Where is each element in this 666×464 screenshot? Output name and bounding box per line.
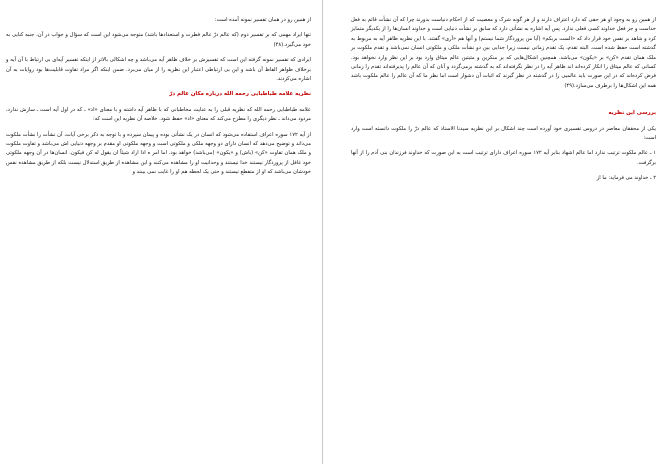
- left-page: [0, 0, 321, 464]
- paragraph: از آیه ۱۷۲ سوره اعراف استفاده می‌شود که انسان در یک نشأتی بوده و پیمان سپرده و با توجه به ذکر برخی آیات، آن نشأت را نشأت ملکوت می‌داند و توضیح می‌دهد که انسان دارای دو وجهه ملکی و ملکوتی است و وجهه ملکوتی او مقدم بر وجهه دنیایی اش می‌باشد و تفاوت ملکوت و ملک همان تفاوت «کن» (باش) و «یکون» (می‌باشد) خواهد بود. اما امر ه اذا اراد شیئاً ان یقول له کن فیکون. انسان‌ها در آن وجهه ملکوتی خود غافل از پروردگار نیستند خدا نیستند و وحدانیت او را مشاهده می‌کنند و این مشاهده از طریق استدلال نیست بلکه از طریق مشاهده نفس خودشان می‌باشد که او از متفطع نیستند و حتی یک لحظه هم او را غایب نمی بینند و: [6, 131, 311, 176]
- paragraph: علامه طباطبایی رحمه الله که نظریه قبلی را به عنایت مخاطبانی که با ظاهر آیه داشته و با معنای «اذ» ـ که در اول آیه است ـ سازش ندارد، مردود می‌داند ـ نظر دیگری را مطرح می‌کند که معنای «اذ» حفظ شود. خلاصه آن نظریه این است که:: [6, 106, 311, 123]
- paragraph: یکی از محققان معاصر در دروس تفسیری خود آورده است چند اشکال بر این نظریه سیدنا الاستاذ که عالم ذرّ را ملکوت دانسته است وارد است:: [351, 125, 656, 142]
- section-heading: بررسی این نظریه: [608, 110, 656, 117]
- page-divider: [322, 0, 323, 464]
- paragraph: ایرادی که تفسیر نمونه گرفته این است که تفسیرش بر خلاف ظاهر آیه می‌باشد و چه اشکالی بالاتر از اینکه تفسیر آیه‌ای بی ارتباط با آن آیه و برخلاف ظواهر الفاظ آن باشد و این بی ارتباطی اعتبار این نظریه را از میان می‌برد. ضمن اینکه اگر مراد تفاوت قابلیت‌ها بود روایات به آن اشاره می‌کردند.: [6, 57, 311, 83]
- paragraph: از همین رو در همان تفسیر نمونه آمده است:: [214, 17, 311, 23]
- paragraph: ۱ ـ عالم ملکوت ترتیب ندارد اما عالم اشهاد بنابر آیه ۱۷۲ سوره اعراف دارای ترتیب است به این صورت که خداوند فرزندان بنی آدم را از آنها برگرفت.: [351, 150, 657, 166]
- right-page: [345, 0, 666, 464]
- paragraph: تنها ایراد مهمی که بر تفسیر دوم (که عالم ذرّ عالم فطرت و استعدادها باشد) متوجه می‌شود این است که سؤال و جواب در آن، جنبه کنایی به خود می‌گیرد.(۴۸): [6, 32, 311, 48]
- paragraph: از همین رو به وجود او هر حقی که دارد اعتراف دارند و از هر گونه شرک و معصیت که از احکام دنیاست بدورند چرا که آن نشأت قائم به فعل خداست و جز فعل خداوند کسی فعلی ندارد. پس آیه اشاره به نشأتی دارد که سابق بر نشأت دنیایی است و خداوند انسان‌ها را از یکدیگر متمایز کرد و شاهد بر نفس خود قرار داد که «الست بربکم» (آیا من پروردگار شما نیستم) و آنها هم «آری» گفتند. با این نظریه ظاهر آیه به مربوط به گذشته است حفظ شده است. البته تقدم، یک تقدم زمانی نیست زیرا جدایی بین دو نشأت ملکی و ملکوتی انسان نمی‌باشد و تقدم ملکوت بر ملک همان تقدم «کن» بر «یکون» می‌باشد. همچنین اشکال‌هایی که بر منکرین و مثبتین عالم میثاق وارد بود بر این نظر وارد نخواهد بود. کسانی که عالم میثاق را انکار کرده‌اند اند ظاهر آیه را در نظر نگرفته‌اند که به گذشته برمی‌گردد و آنان که آن عالم را پذیرفته‌اند تقدم را زمانی فرض کرده‌اند که در این صورت باید عالمیی را در گذشته در نظر گیرند که اثبات آن دشوار است اما نظر ما که آن عالم را عالم ملکوت باشد همه این اشکال‌ها را برطرف می‌سازد.(۴۹): [351, 17, 656, 89]
- section-heading: نظریه علامه طباطبایی رحمه الله درباره مکان عالم ذرّ: [169, 91, 311, 98]
- spacer: [351, 97, 656, 105]
- paragraph: ۲ ـ خداوند می فرماید: ما از: [596, 175, 656, 182]
